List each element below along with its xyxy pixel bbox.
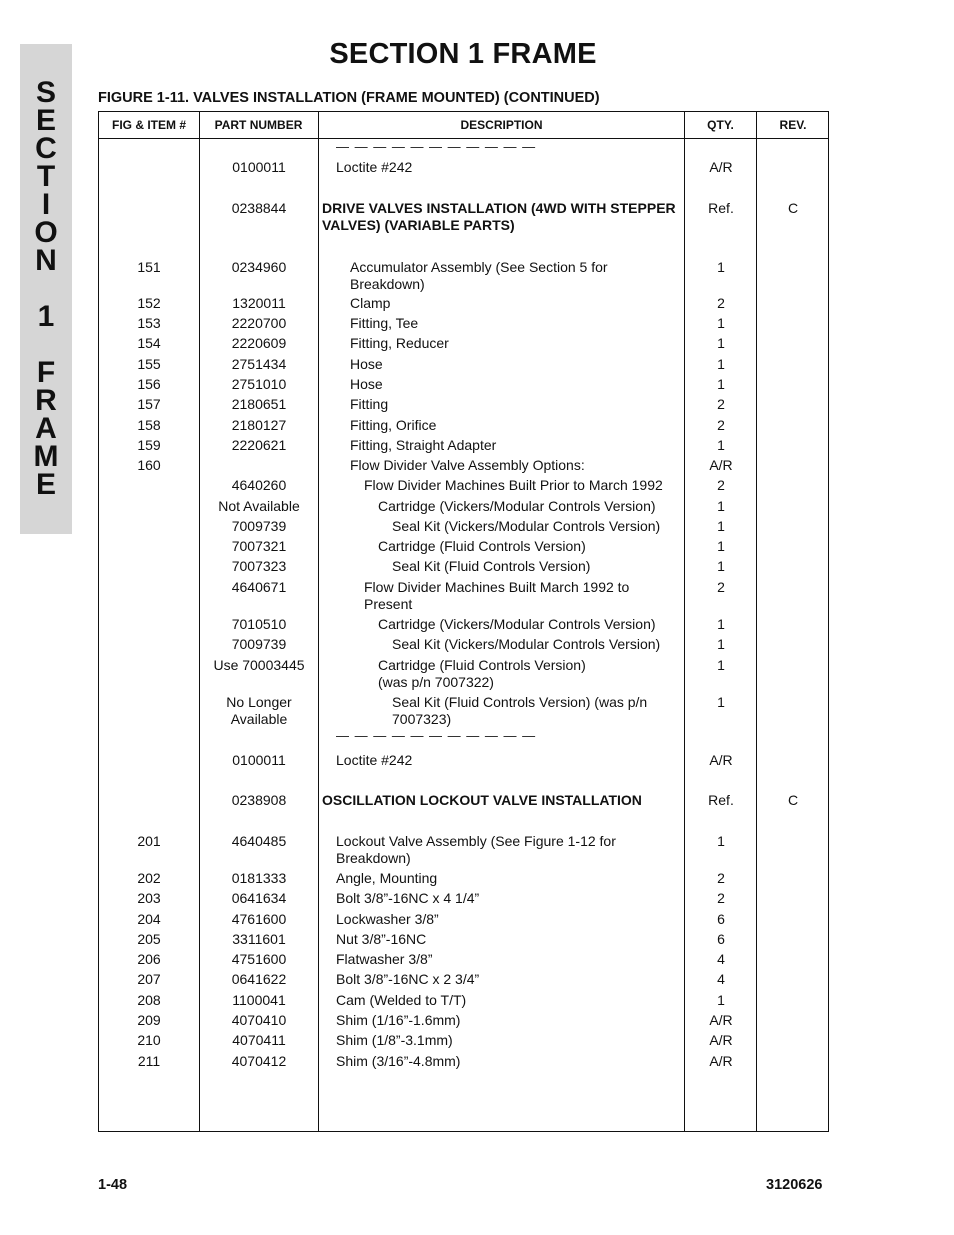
item-number: 209 [137,1012,161,1028]
part-number: 7007321 [231,538,287,554]
item-number: 208 [137,992,161,1008]
item-number: 160 [137,457,161,473]
description: Shim (3/16”-4.8mm) [336,1053,461,1069]
quantity: 6 [717,931,725,947]
description: Loctite #242 [336,752,413,768]
description: OSCILLATION LOCKOUT VALVE INSTALLATION [322,792,642,808]
description: DRIVE VALVES INSTALLATION (4WD WITH STEPPER VALVES) (VARIABLE PARTS) [322,200,676,233]
revision: C [787,792,799,808]
quantity: 1 [717,376,725,392]
description: Loctite #242 [336,159,413,175]
item-number: 159 [137,437,161,453]
quantity: 1 [717,657,725,673]
quantity: 1 [717,498,725,514]
part-number: 4070412 [231,1053,287,1069]
quantity: A/R [709,1053,733,1069]
item-number: 207 [137,971,161,987]
description: Fitting, Reducer [350,335,449,351]
side-tab-letter: C [35,132,57,165]
part-number: Not Available [218,498,300,514]
part-number: 0234960 [231,259,287,275]
part-number: 2180651 [231,396,287,412]
description: Cartridge (Fluid Controls Version) (was p/n 7007322) [378,657,586,690]
side-tab-letter: I [41,188,51,221]
description: Bolt 3/8”-16NC x 4 1/4” [336,890,480,906]
description: Fitting, Tee [350,315,419,331]
item-number: 153 [137,315,161,331]
header-part-number: PART NUMBER [214,118,303,132]
description: Shim (1/16”-1.6mm) [336,1012,461,1028]
description: — — — — — — — — — — — [336,139,537,154]
description: Seal Kit (Vickers/Modular Controls Version) [392,636,661,652]
description: Flow Divider Machines Built March 1992 to Present [364,579,630,612]
quantity: 1 [717,437,725,453]
side-tab-letter: 1 [37,300,55,333]
parts-table [98,111,829,1132]
quantity: 1 [717,833,725,849]
part-number: 3311601 [232,931,286,947]
item-number: 205 [137,931,161,947]
description: Flatwasher 3/8” [336,951,433,967]
description: Accumulator Assembly (See Section 5 for Breakdown) [350,259,608,292]
part-number: 2220621 [231,437,287,453]
quantity: 1 [717,356,725,372]
figure-title: FIGURE 1-11. VALVES INSTALLATION (FRAME MOUNTED) (CONTINUED) [98,90,600,106]
part-number: 0238844 [231,200,287,216]
description: Angle, Mounting [336,870,438,886]
quantity: 2 [717,295,725,311]
part-number: 1320011 [232,295,286,311]
page-title: SECTION 1 FRAME [329,38,597,70]
part-number: 4070411 [232,1032,286,1048]
description: Flow Divider Machines Built Prior to March 1992 [364,477,663,493]
part-number: 4640485 [231,833,287,849]
part-number: 7009739 [231,636,287,652]
quantity: 2 [717,870,725,886]
header-rev: REV. [779,118,807,132]
item-number: 151 [137,259,161,275]
description: Hose [350,356,383,372]
part-number: 0181333 [231,870,287,886]
quantity: 2 [717,396,725,412]
quantity: A/R [709,1032,733,1048]
part-number: 2751010 [231,376,287,392]
quantity: 1 [717,694,725,710]
quantity: A/R [709,1012,733,1028]
description: Bolt 3/8”-16NC x 2 3/4” [336,971,480,987]
quantity: 1 [717,616,725,632]
quantity: A/R [709,457,733,473]
description: Fitting, Straight Adapter [350,437,497,453]
quantity: A/R [709,752,733,768]
part-number: 0641622 [231,971,287,987]
side-tab-letter: R [35,384,57,417]
side-tab-letter: S [35,76,56,109]
item-number: 156 [137,376,161,392]
section-side-tab [20,44,72,534]
side-tab-letter: N [35,244,57,277]
description: Shim (1/8”-3.1mm) [336,1032,453,1048]
description: Clamp [350,295,391,311]
part-number: Use 70003445 [213,657,305,673]
part-number: 4751600 [231,951,287,967]
item-number: 202 [137,870,161,886]
item-number: 201 [137,833,161,849]
part-number: 2220700 [231,315,287,331]
description: Seal Kit (Vickers/Modular Controls Version) [392,518,661,534]
quantity: 1 [717,518,725,534]
side-tab-letter: O [34,216,58,249]
side-tab-letter: E [35,104,56,137]
item-number: 158 [137,417,161,433]
quantity: 4 [717,971,725,987]
quantity: 4 [717,951,725,967]
description: Lockwasher 3/8” [336,911,439,927]
part-number: 4761600 [231,911,287,927]
item-number: 152 [137,295,161,311]
description: Fitting, Orifice [350,417,437,433]
quantity: 2 [717,579,725,595]
quantity: 1 [717,315,725,331]
quantity: 2 [717,477,725,493]
revision: C [787,200,799,216]
part-number: 7010510 [231,616,287,632]
header-fig-item: FIG & ITEM # [111,118,186,132]
quantity: 1 [717,335,725,351]
quantity: A/R [709,159,733,175]
description: Cartridge (Fluid Controls Version) [378,538,586,554]
description: Cam (Welded to T/T) [336,992,467,1008]
item-number: 203 [137,890,161,906]
part-number: 4640260 [231,477,287,493]
part-number: 0100011 [232,752,286,768]
side-tab-letter: E [35,468,56,501]
description: — — — — — — — — — — — [336,728,537,743]
quantity: 1 [717,538,725,554]
side-tab-letter: T [36,160,56,193]
item-number: 157 [137,396,161,412]
part-number: 2180127 [231,417,287,433]
item-number: 204 [137,911,161,927]
quantity: 2 [717,890,725,906]
description: Nut 3/8”-16NC [336,931,427,947]
quantity: Ref. [708,792,734,808]
item-number: 211 [137,1053,161,1069]
quantity: 2 [717,417,725,433]
part-number: 1100041 [232,992,286,1008]
header-qty: QTY. [707,118,734,132]
description: Fitting [350,396,389,412]
document-number: 3120626 [766,1177,823,1193]
part-number: 0100011 [232,159,286,175]
description: Seal Kit (Fluid Controls Version) [392,558,591,574]
part-number: 2220609 [231,335,287,351]
quantity: 1 [717,259,725,275]
description: Cartridge (Vickers/Modular Controls Version) [378,616,656,632]
side-tab-letter: F [36,356,56,389]
part-number: 7007323 [231,558,287,574]
description: Cartridge (Vickers/Modular Controls Version) [378,498,656,514]
description: Lockout Valve Assembly (See Figure 1-12 for Breakdown) [336,833,616,866]
description: Flow Divider Valve Assembly Options: [350,457,585,473]
part-number: 7009739 [231,518,287,534]
part-number: 0641634 [231,890,287,906]
side-tab-letter: A [35,412,57,445]
part-number: 4070410 [231,1012,287,1028]
page-number: 1-48 [98,1177,128,1193]
item-number: 206 [137,951,161,967]
quantity: 6 [717,911,725,927]
item-number: 154 [137,335,161,351]
side-tab-letter: M [33,440,59,473]
header-description: DESCRIPTION [460,118,543,132]
part-number: No Longer Available [226,694,292,727]
quantity: 1 [717,992,725,1008]
quantity: Ref. [708,200,734,216]
part-number: 2751434 [231,356,287,372]
item-number: 155 [137,356,161,372]
quantity: 1 [717,636,725,652]
part-number: 0238908 [231,792,287,808]
description: Hose [350,376,383,392]
description: Seal Kit (Fluid Controls Version) (was p/n 7007323) [392,694,648,727]
quantity: 1 [717,558,725,574]
part-number: 4640671 [231,579,287,595]
item-number: 210 [137,1032,161,1048]
